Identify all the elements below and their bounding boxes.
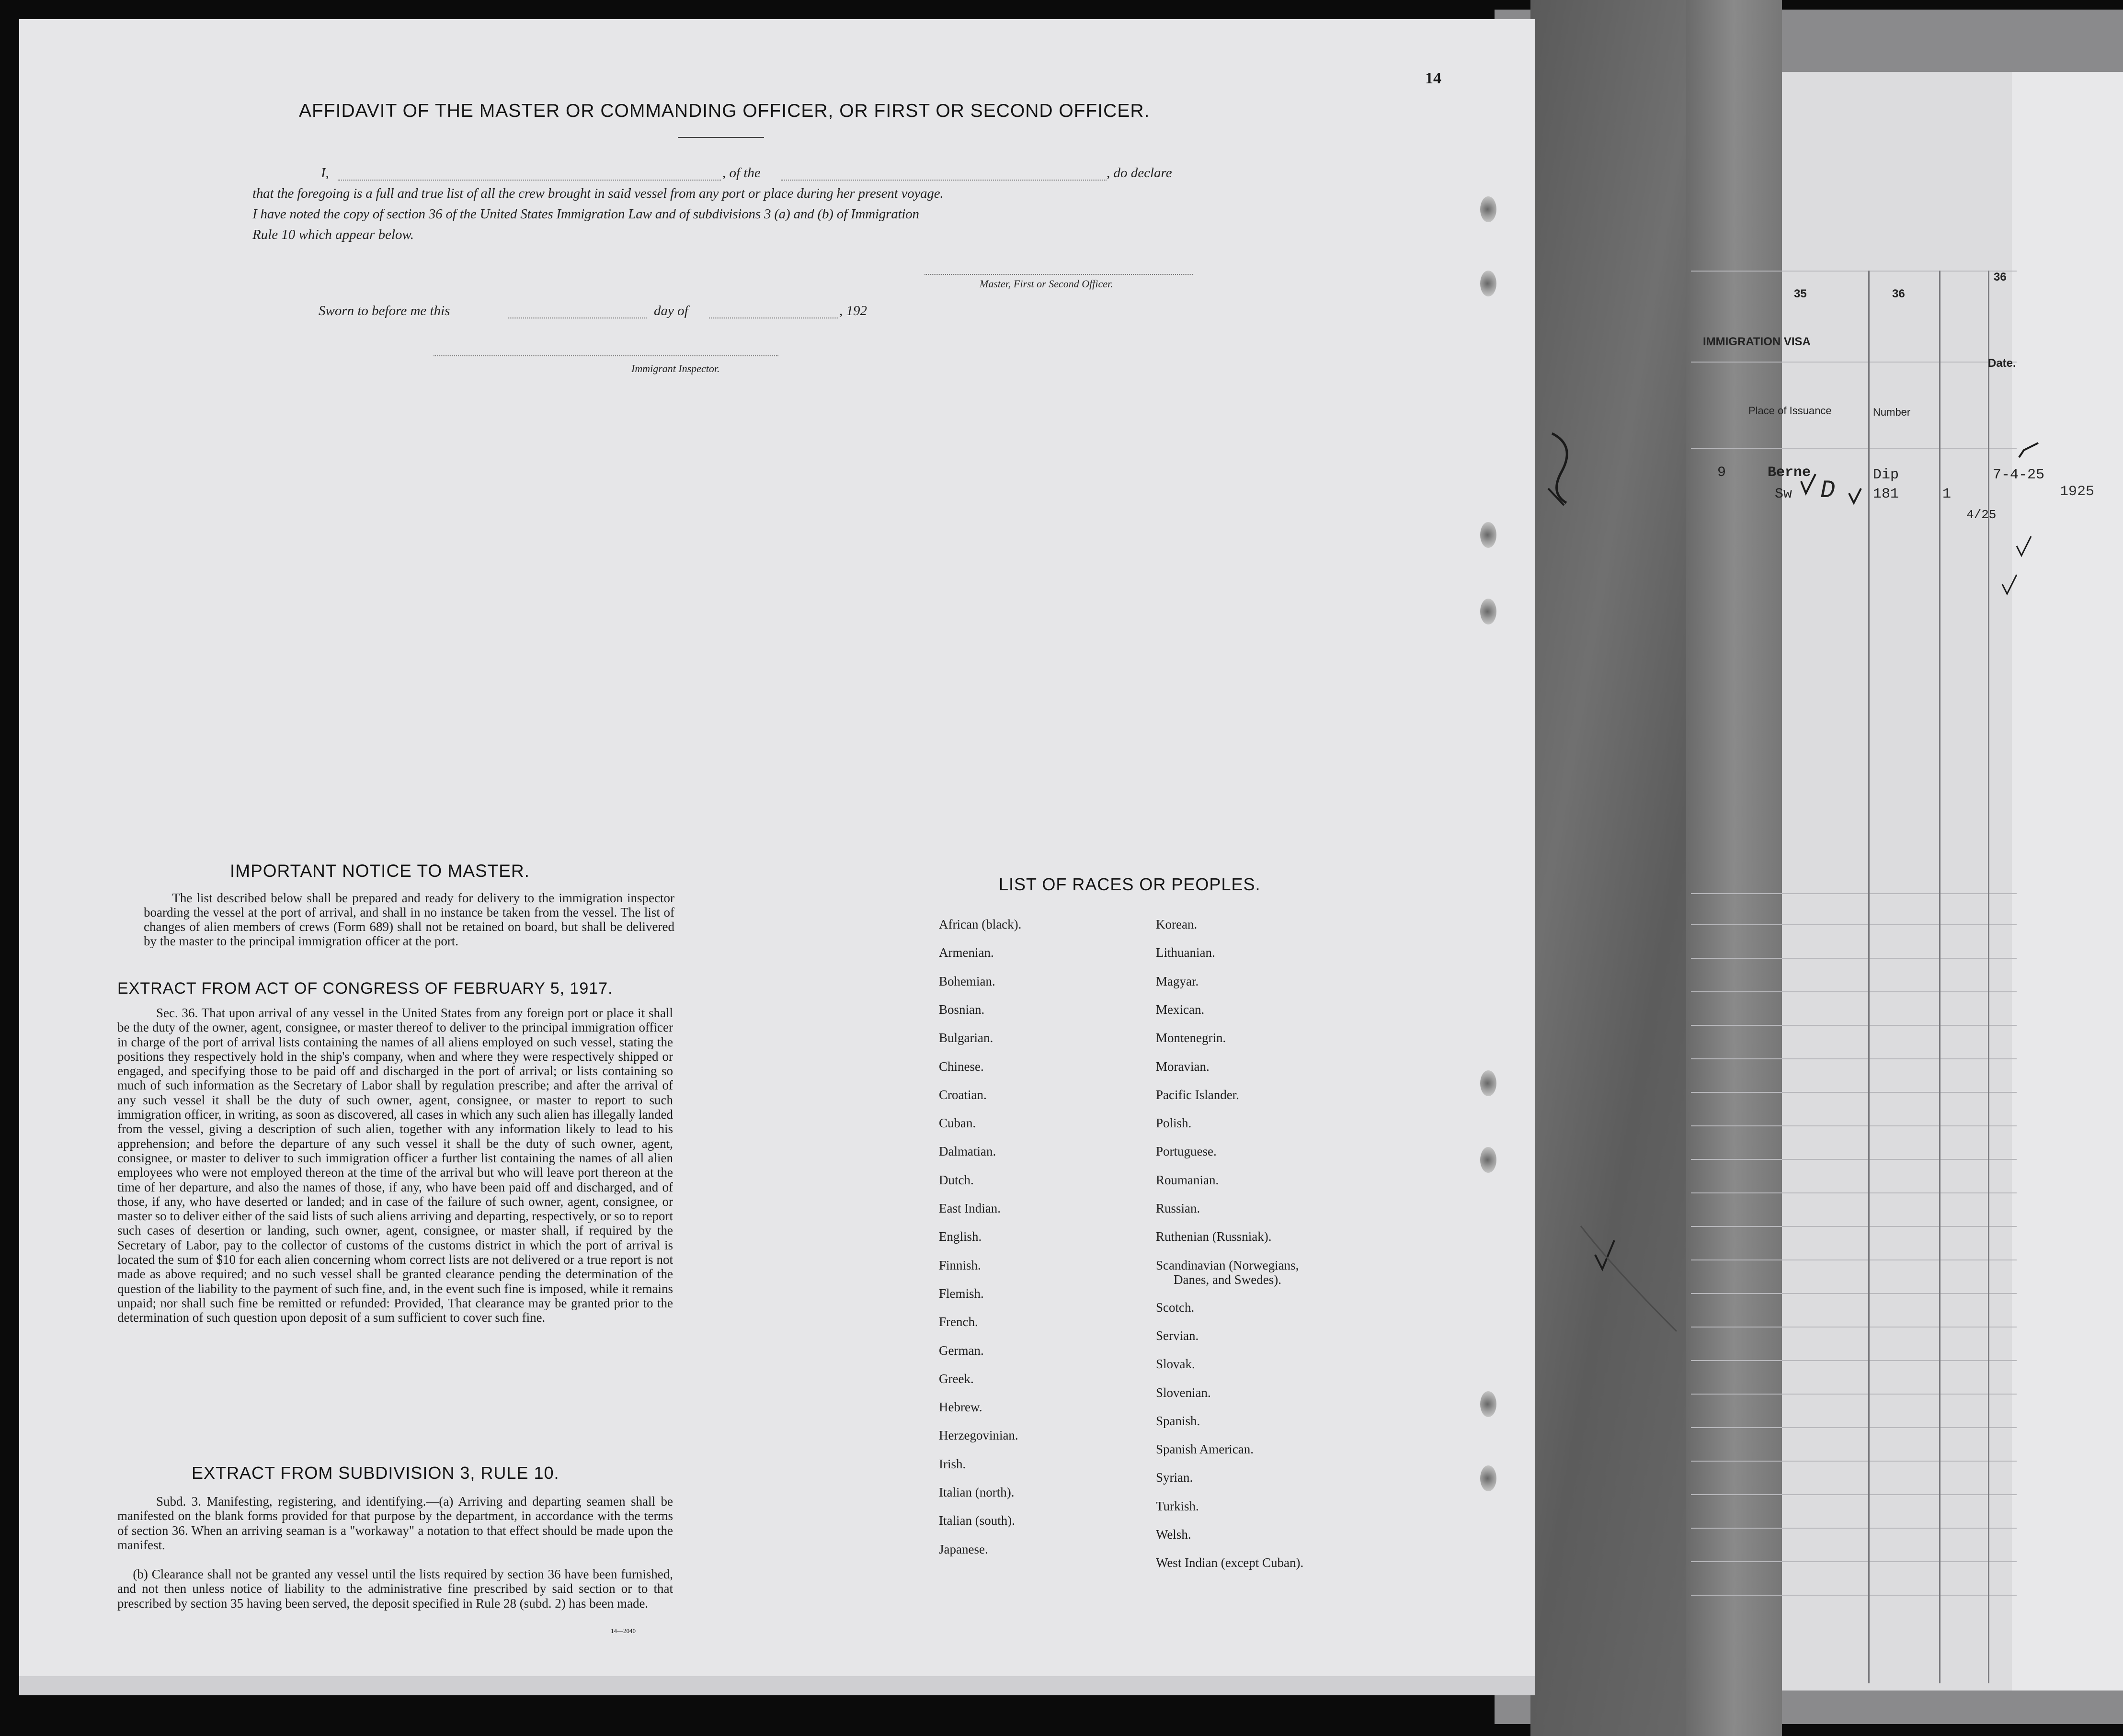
race-item: Flemish. [939,1286,984,1301]
master-signature-caption: Master, First or Second Officer. [980,278,1113,290]
punch-hole [1480,196,1496,222]
number-heading: Number [1873,406,1911,418]
name-blank [338,180,721,181]
race-item: Bosnian. [939,1002,985,1017]
inspector-signature-line [434,355,778,356]
handwritten-place: Berne [1768,465,1811,481]
race-item: Japanese. [939,1542,988,1556]
race-item: French. [939,1315,978,1329]
manifest-page [19,19,1535,1681]
race-item: Mexican. [1156,1002,1205,1017]
race-item: Turkish. [1156,1498,1199,1513]
affidavit-i: I, [321,165,329,181]
handwritten-date-short: 4/25 [1966,508,1997,522]
handwritten-country: Sw [1775,486,1792,502]
handwritten-date: 7-4-25 [1993,467,2045,483]
place-of-issuance-heading: Place of Issuance [1748,405,1832,417]
race-item: Pacific Islander. [1156,1087,1239,1102]
column-number-35: 35 [1794,287,1807,300]
races-heading: LIST OF RACES OR PEOPLES. [999,874,1261,894]
race-item: Portuguese. [1156,1144,1217,1159]
race-item: Danes, and Swedes). [1174,1272,1281,1287]
notice-body: The list described below shall be prepared and ready for delivery to the immigration inspector boarding the vessel at the port of arrival, and shall in no instance be taken from the vessel. The list of changes of alien members of crews (Form 689) shall not be retained on board, but shall be delivered by the master to the principal immigration officer at the port. [144,891,674,948]
sworn-text: Sworn to before me this [319,303,450,318]
race-item: Polish. [1156,1116,1192,1131]
race-item: Welsh. [1156,1527,1191,1542]
punch-hole [1480,1147,1496,1173]
race-item: Russian. [1156,1201,1200,1215]
section-36-text: Sec. 36. That upon arrival of any vessel in the United States from any foreign port or place it shall be the duty of the owner, agent, consignee, or master thereof to deliver to the principal immigration officer in charge of the port of arrival lists containing the names of all aliens employed on such vessel, stating the positions they respectively hold in the ship's company, when and where they were respectively shipped or engaged, and specifying those to be paid off and discharged in the port of arrival; or lists containing so much of such information as the Secretary of Labor shall by regulation prescribe; and after the arrival of any such vessel it shall be the duty of such owner, agent, consignee, or master to report to such immigration officer, in writing, as soon as discovered, all cases in which any such alien has illegally landed from the vessel, giving a description of such alien, together with any information likely to lead to his apprehension; and before the departure of any such vessel it shall be the duty of such owner, agent, consignee, or master to deliver to such immigration officer a further list containing the names of all alien employees who were not employed thereon at the time of the arrival but who will leave port thereon at the time of her departure, and also the names of those, if any, who have been paid off and discharged, and of those, if any, who have deserted or landed; and in case of the failure of such owner, agent, consignee, or master so to deliver either of the said lists of such aliens arriving and departing, respectively, or so to report such cases of desertion or landing, such owner, agent, consignee, or master shall, if required by the Secretary of Labor, pay to the collector of customs of the customs district in which the port of arrival is located the sum of $10 for each alien concerning whom correct lists are not delivered or a true report is not made as above required; and no such vessel shall be granted clearance pending the determination of the question of the liability to the payment of such fine, and, in the event such fine is imposed, while it remains unpaid; nor shall such fine be remitted or refunded: Provided, That clearance may be granted prior to the determination of such question upon deposit of a sum sufficient to cover such fine. [117,1006,673,1325]
handwritten-entry: 9 [1717,465,1726,481]
master-signature-line [925,274,1193,275]
inspector-signature-caption: Immigrant Inspector. [631,363,720,374]
handwritten-visa-number: 181 [1873,486,1899,502]
punch-hole [1480,1465,1496,1491]
column-number-36: 36 [1892,287,1905,300]
race-item: Moravian. [1156,1059,1210,1074]
year-text: , 192 [839,303,867,318]
race-item: Spanish. [1156,1413,1200,1428]
affidavit-line-3: I have noted the copy of section 36 of the United States Immigration Law and of subdivisions 3 (a) and (b) of Immigration [252,206,919,222]
race-item: Cuban. [939,1116,976,1131]
column-number-36: 36 [1994,271,2007,284]
handwritten-entry: 1 [1942,486,1952,502]
punch-hole [1480,1391,1496,1417]
race-item: West Indian (except Cuban). [1156,1555,1304,1570]
race-item: Dutch. [939,1172,974,1187]
race-item: East Indian. [939,1201,1001,1215]
race-item: Korean. [1156,917,1198,931]
subdivision-3b-text: (b) Clearance shall not be granted any vessel until the lists required by section 36 have been furnished, and not then unless notice of liability to the administrative fine prescribed by said section or to that prescribed by section 35 having been served, the deposit specified in Rule 28 (subd. 2) has been made. [117,1567,673,1611]
vessel-blank [781,180,1107,181]
race-item: Finnish. [939,1258,981,1272]
race-item: Croatian. [939,1087,987,1102]
punch-hole [1480,599,1496,624]
race-item: Greek. [939,1371,974,1386]
race-item: Roumanian. [1156,1172,1219,1187]
race-item: Chinese. [939,1059,984,1074]
immigration-visa-heading: IMMIGRATION VISA [1703,335,1811,348]
race-item: Armenian. [939,945,994,960]
form-number: 14—2040 [611,1627,636,1634]
punch-hole [1480,522,1496,548]
affidavit-title: AFFIDAVIT OF THE MASTER OR COMMANDING OFFICER, OR FIRST OR SECOND OFFICER. [299,101,1150,121]
handwritten-year: 1925 [2060,484,2095,500]
race-item: Italian (north). [939,1485,1015,1499]
act-extract-heading: EXTRACT FROM ACT OF CONGRESS OF FEBRUARY 5, 1917. [117,979,613,998]
date-heading: Date. [1988,357,2016,370]
race-item: African (black). [939,917,1022,931]
affidavit-line-4: Rule 10 which appear below. [252,227,414,242]
race-item: Irish. [939,1456,966,1471]
race-item: Spanish American. [1156,1442,1254,1457]
race-item: German. [939,1343,984,1358]
day-of-text: day of [654,303,688,318]
race-item: Montenegrin. [1156,1031,1226,1045]
race-item: Magyar. [1156,974,1199,988]
race-item: Herzegovinian. [939,1428,1018,1443]
page-number-mark: 14 [1425,69,1441,87]
race-item: Hebrew. [939,1400,982,1415]
title-rule [678,137,764,138]
race-item: Bulgarian. [939,1031,993,1045]
race-item: Scandinavian (Norwegians, [1156,1258,1299,1272]
race-item: Bohemian. [939,974,995,988]
race-item: Ruthenian (Russniak). [1156,1229,1272,1244]
affidavit-line-2: that the foregoing is a full and true list of all the crew brought in said vessel from any port or place during her present voyage. [252,186,944,201]
handwritten-visa-type: Dip [1873,467,1899,483]
race-item: Syrian. [1156,1470,1193,1485]
race-item: Slovenian. [1156,1385,1211,1400]
race-item: Slovak. [1156,1357,1195,1372]
handwritten-mark: D [1820,477,1836,505]
subdivision-3a-text: Subd. 3. Manifesting, registering, and identifying.—(a) Arriving and departing seamen shall be manifested on the blank forms provided for that purpose by the department, in accordance with the terms of section 36. When an arriving seaman is a "workaway" a notation to that effect should be made upon the manifest. [117,1494,673,1552]
race-item: Servian. [1156,1328,1199,1343]
punch-hole [1480,271,1496,296]
notice-heading: IMPORTANT NOTICE TO MASTER. [230,861,530,881]
race-item: Italian (south). [939,1513,1015,1528]
race-item: Lithuanian. [1156,945,1215,960]
punch-hole [1480,1070,1496,1096]
race-item: Dalmatian. [939,1144,996,1159]
race-item: Scotch. [1156,1300,1195,1315]
rule-extract-heading: EXTRACT FROM SUBDIVISION 3, RULE 10. [192,1463,559,1483]
affidavit-declare: , do declare [1107,165,1172,181]
affidavit-of-the: , of the [722,165,761,181]
page-lower-edge [19,1676,1535,1695]
race-item: English. [939,1229,982,1244]
